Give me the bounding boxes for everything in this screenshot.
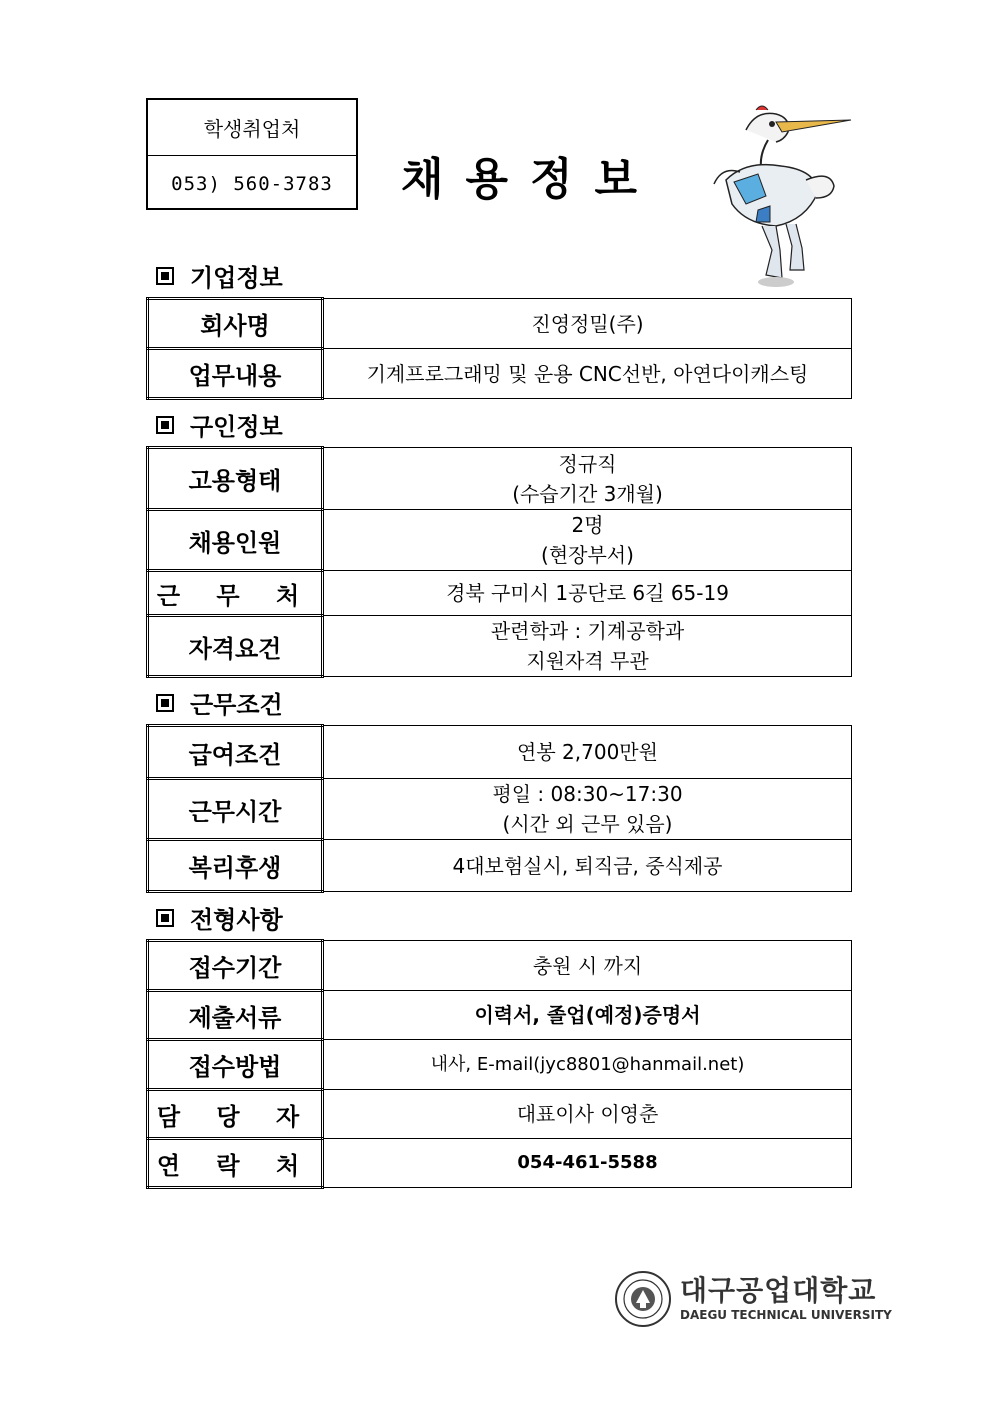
section-heading-recruit: 구인정보 [156,407,283,442]
label-business: 업무내용 [148,349,323,399]
value-documents: 이력서, 졸업(예정)증명서 [323,991,852,1040]
square-bullet-icon [156,267,174,285]
value-hours: 평일 : 08:30~17:30 (시간 외 근무 있음) [323,779,852,840]
section-heading-process: 전형사항 [156,900,283,935]
value-headcount: 2명 (현장부서) [323,510,852,571]
section-heading-company: 기업정보 [156,258,283,293]
section-heading-conditions: 근무조건 [156,685,283,720]
table-row [148,571,852,616]
contact-box [146,98,358,210]
label-person-in-charge: 담 당 자 [148,1090,323,1139]
recruit-table [146,446,852,678]
label-headcount: 채용인원 [148,510,323,571]
table-row [148,616,852,677]
value-person-in-charge: 대표이사 이영춘 [323,1090,852,1139]
table-row [148,726,852,779]
office-name: 학생취업처 [203,117,301,141]
table-row [148,779,852,840]
table-row [148,448,852,510]
table-row [148,991,852,1040]
table-row [148,1040,852,1090]
university-name-english: DAEGU TECHNICAL UNIVERSITY [680,1308,892,1322]
table-row [148,349,852,399]
table-row [148,510,852,571]
label-contact: 연 락 처 [148,1139,323,1188]
table-row [148,299,852,349]
university-seal-icon [614,1270,672,1328]
table-row [148,840,852,892]
label-documents: 제출서류 [148,991,323,1040]
university-name-korean: 대구공업대학교 [680,1274,877,1307]
university-logo [614,1270,892,1328]
process-table [146,939,852,1189]
label-company-name: 회사명 [148,299,323,349]
value-method: 내사, E-mail(jyc8801@hanmail.net) [323,1040,852,1090]
label-benefits: 복리후생 [148,840,323,892]
label-hours: 근무시간 [148,779,323,840]
label-salary: 급여조건 [148,726,323,779]
value-workplace: 경북 구미시 1공단로 6길 65-19 [323,571,852,616]
table-row [148,941,852,991]
value-employment-type: 정규직 (수습기간 3개월) [323,448,852,510]
square-bullet-icon [156,909,174,927]
square-bullet-icon [156,694,174,712]
value-benefits: 4대보험실시, 퇴직금, 중식제공 [323,840,852,892]
value-period: 충원 시 까지 [323,941,852,991]
table-row [148,1139,852,1188]
label-period: 접수기간 [148,941,323,991]
mascot-crane-illustration [706,100,856,290]
office-phone: 053) 560-3783 [148,155,356,211]
value-salary: 연봉 2,700만원 [323,726,852,779]
value-company-name: 진영정밀(주) [323,299,852,349]
company-table [146,297,852,400]
square-bullet-icon [156,416,174,434]
label-workplace: 근 무 처 [148,571,323,616]
value-qualification: 관련학과 : 기계공학과 지원자격 무관 [323,616,852,677]
table-row [148,1090,852,1139]
label-qualification: 자격요건 [148,616,323,677]
label-employment-type: 고용형태 [148,448,323,510]
value-business: 기계프로그래밍 및 운용 CNC선반, 아연다이캐스팅 [323,349,852,399]
conditions-table [146,724,852,893]
page-title: 채용정보 [400,154,659,205]
value-contact: 054-461-5588 [323,1139,852,1188]
label-method: 접수방법 [148,1040,323,1090]
